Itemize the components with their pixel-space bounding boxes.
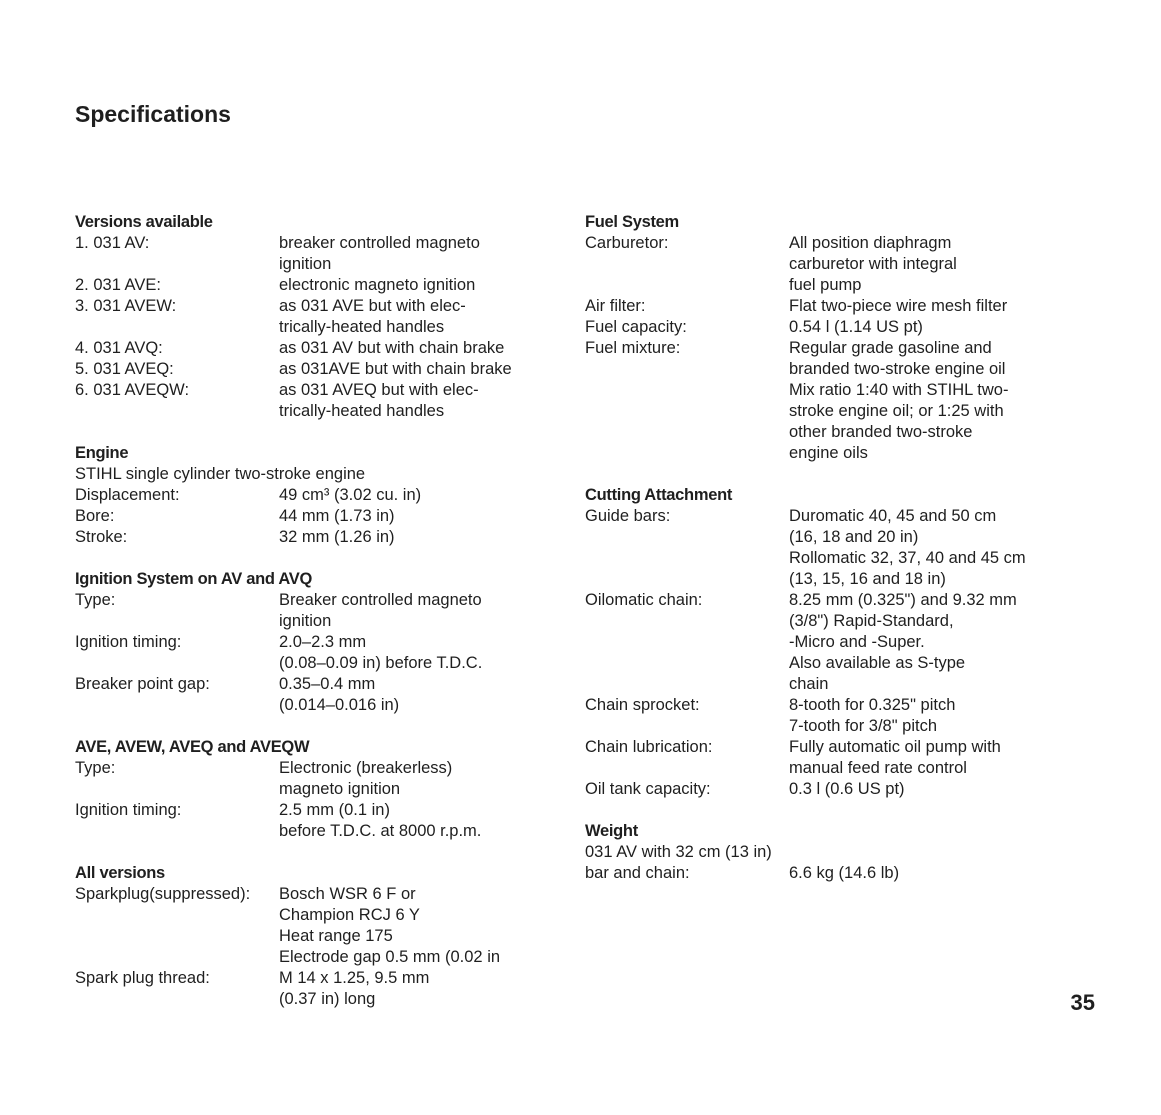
spec-row (585, 233, 1055, 296)
spec-value: 49 cm³ (3.02 cu. in) (279, 486, 422, 504)
spec-row (585, 506, 1055, 590)
spec-row (75, 632, 545, 674)
spec-row (585, 317, 1055, 338)
spec-section-all-versions (75, 863, 545, 1010)
spec-label: Chain lubrication: (585, 738, 713, 756)
spec-row (585, 737, 1055, 779)
spec-row (585, 590, 1055, 695)
spec-value: 2.0–2.3 mm (0.08–0.09 in) before T.D.C. (279, 633, 483, 672)
section-heading: Fuel System (585, 213, 679, 231)
spec-label: Ignition timing: (75, 801, 182, 819)
section-heading: Weight (585, 822, 638, 840)
spec-value: 2.5 mm (0.1 in) before T.D.C. at 8000 r.p.m. (279, 801, 482, 840)
page-number: 35 (1070, 990, 1095, 1015)
spec-value: Regular grade gasoline and branded two-stroke engine oil Mix ratio 1:40 with STIHL two- stroke engine oil; or 1:25 with other branded two-stroke engine oils (789, 339, 1009, 462)
spec-section-ignition-system-on-av-and-avq (75, 569, 545, 716)
spec-label: Oilomatic chain: (585, 591, 703, 609)
section-heading: Versions available (75, 213, 213, 231)
spec-value: All position diaphragm carburetor with integral fuel pump (789, 234, 957, 294)
spec-label: 6. 031 AVEQW: (75, 381, 190, 399)
spec-section-versions-available (75, 212, 545, 422)
spec-value: Bosch WSR 6 F or Champion RCJ 6 Y Heat range 175 Electrode gap 0.5 mm (0.02 in (279, 885, 501, 966)
spec-value: as 031 AV but with chain brake (279, 339, 505, 357)
spec-row (585, 695, 1055, 737)
spec-row (75, 506, 545, 527)
section-heading: All versions (75, 864, 165, 882)
spec-row (585, 863, 1055, 884)
spec-value: M 14 x 1.25, 9.5 mm (0.37 in) long (279, 969, 430, 1008)
spec-section-cutting-attachment (585, 485, 1055, 800)
spec-value: Electronic (breakerless) magneto ignition (279, 759, 453, 798)
left-spec-column (75, 212, 545, 1031)
spec-row (75, 527, 545, 548)
section-heading: Cutting Attachment (585, 486, 733, 504)
spec-value: Breaker controlled magneto ignition (279, 591, 482, 630)
spec-value: 0.35–0.4 mm (0.014–0.016 in) (279, 675, 400, 714)
right-spec-column (585, 212, 1055, 905)
spec-row (75, 359, 545, 380)
spec-label: Breaker point gap: (75, 675, 210, 693)
spec-section-engine (75, 443, 545, 548)
spec-row (585, 779, 1055, 800)
spec-row (585, 338, 1055, 464)
spec-row (75, 338, 545, 359)
spec-value: 6.6 kg (14.6 lb) (789, 864, 900, 882)
section-heading: Engine (75, 444, 129, 462)
spec-value: 8.25 mm (0.325") and 9.32 mm (3/8") Rapid-Standard, -Micro and -Super. Also available as S-type chain (789, 591, 1017, 693)
spec-label: 5. 031 AVEQ: (75, 360, 174, 378)
spec-value: Flat two-piece wire mesh filter (789, 297, 1008, 315)
spec-text: STIHL single cylinder two-stroke engine (75, 465, 366, 483)
spec-section-fuel-system (585, 212, 1055, 464)
spec-row (75, 275, 545, 296)
spec-label: Ignition timing: (75, 633, 182, 651)
spec-row (75, 380, 545, 422)
spec-row (75, 296, 545, 338)
spec-label: Oil tank capacity: (585, 780, 711, 798)
spec-row (75, 968, 545, 1010)
spec-value: 0.54 l (1.14 US pt) (789, 318, 923, 336)
spec-row (75, 590, 545, 632)
spec-value: 32 mm (1.26 in) (279, 528, 395, 546)
spec-row (75, 674, 545, 716)
section-heading: Ignition System on AV and AVQ (75, 570, 312, 588)
spec-label: Guide bars: (585, 507, 671, 525)
spec-row (75, 800, 545, 842)
spec-label: Displacement: (75, 486, 180, 504)
spec-value: Duromatic 40, 45 and 50 cm (16, 18 and 20 in) Rollomatic 32, 37, 40 and 45 cm (13, 15, 16 and 18 in) (789, 507, 1026, 588)
spec-value: 0.3 l (0.6 US pt) (789, 780, 905, 798)
spec-label: Bore: (75, 507, 115, 525)
spec-row (75, 758, 545, 800)
spec-value: electronic magneto ignition (279, 276, 476, 294)
spec-section-ave-avew-aveq-and-aveqw (75, 737, 545, 842)
spec-value: as 031 AVE but with elec- trically-heated handles (279, 297, 466, 336)
spec-label: Stroke: (75, 528, 128, 546)
spec-row (585, 296, 1055, 317)
spec-label: Fuel mixture: (585, 339, 681, 357)
spec-label: Air filter: (585, 297, 646, 315)
spec-value: Fully automatic oil pump with manual feed rate control (789, 738, 1001, 777)
spec-value: as 031 AVEQ but with elec- trically-heated handles (279, 381, 479, 420)
spec-value: breaker controlled magneto ignition (279, 234, 480, 273)
spec-value: 44 mm (1.73 in) (279, 507, 395, 525)
spec-label: Type: (75, 591, 116, 609)
spec-value: as 031AVE but with chain brake (279, 360, 512, 378)
spec-text: 031 AV with 32 cm (13 in) (585, 843, 772, 861)
spec-label: Fuel capacity: (585, 318, 687, 336)
spec-label: 1. 031 AV: (75, 234, 150, 252)
spec-row (75, 233, 545, 275)
spec-row (75, 884, 545, 968)
spec-label: 3. 031 AVEW: (75, 297, 177, 315)
spec-label: Chain sprocket: (585, 696, 700, 714)
spec-label: bar and chain: (585, 864, 690, 882)
spec-label: Sparkplug(suppressed): (75, 885, 251, 903)
spec-value: 8-tooth for 0.325" pitch 7-tooth for 3/8" pitch (789, 696, 956, 735)
spec-label: Spark plug thread: (75, 969, 210, 987)
spec-label: 2. 031 AVE: (75, 276, 161, 294)
spec-label: Type: (75, 759, 116, 777)
spec-section-weight (585, 821, 1055, 884)
spec-row (75, 485, 545, 506)
page-title: Specifications (75, 101, 231, 127)
spec-label: Carburetor: (585, 234, 669, 252)
spec-label: 4. 031 AVQ: (75, 339, 163, 357)
section-heading: AVE, AVEW, AVEQ and AVEQW (75, 738, 310, 756)
